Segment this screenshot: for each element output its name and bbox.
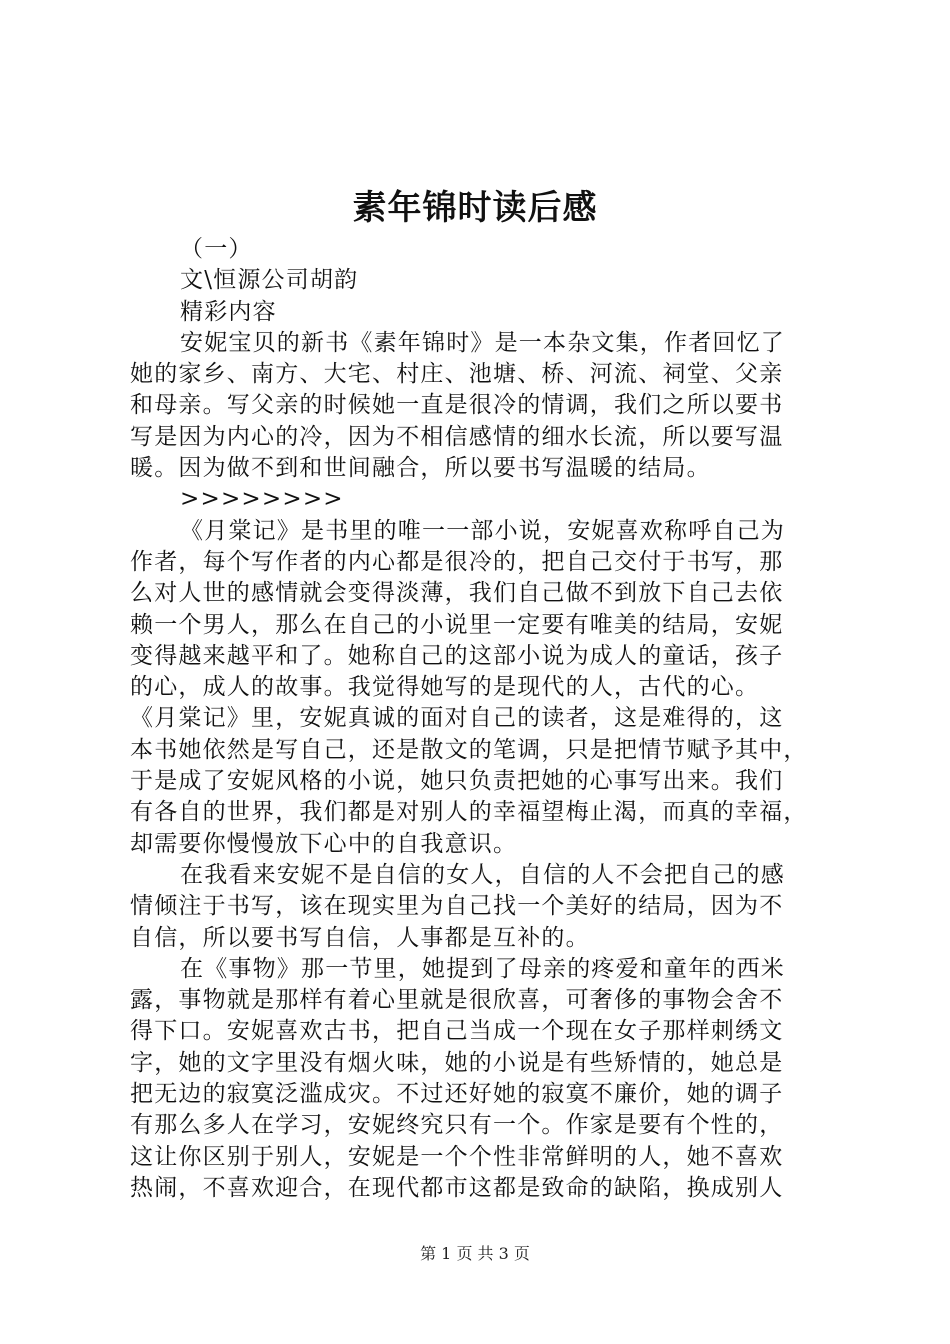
text-line: 变得越来越平和了。她称自己的这部小说为成人的童话，孩子	[130, 642, 784, 669]
text-line: >>>>>>>>	[180, 486, 344, 513]
text-line: 有那么多人在学习，安妮终究只有一个。作家是要有个性的，	[130, 1112, 784, 1139]
text-line: 安妮宝贝的新书《素年锦时》是一本杂文集，作者回忆了	[180, 329, 785, 356]
page-footer	[0, 1242, 950, 1266]
text-line: 在《事物》那一节里，她提到了母亲的疼爱和童年的西米	[180, 955, 785, 982]
text-line: 得下口。安妮喜欢古书，把自己当成一个现在女子那样刺绣文	[130, 1018, 784, 1045]
text-line: 本书她依然是写自己，还是散文的笔调，只是把情节赋予其中，	[130, 736, 808, 763]
text-line: 精彩内容	[180, 298, 277, 325]
text-line: 赖一个男人，那么在自己的小说里一定要有唯美的结局，安妮	[130, 611, 784, 638]
text-line: 《月棠记》是书里的唯一一部小说，安妮喜欢称呼自己为	[180, 517, 785, 544]
text-line: 和母亲。写父亲的时候她一直是很冷的情调，我们之所以要书	[130, 392, 784, 419]
text-line: 有各自的世界，我们都是对别人的幸福望梅止渴，而真的幸福，	[130, 799, 808, 826]
text-line: 暖。因为做不到和世间融合，所以要书写温暖的结局。	[130, 455, 711, 482]
text-line: 的心，成人的故事。我觉得她写的是现代的人，古代的心。	[130, 674, 760, 701]
text-line: 文\恒源公司胡韵	[180, 267, 359, 294]
text-line: 在我看来安妮不是自信的女人，自信的人不会把自己的感	[180, 861, 785, 888]
document-title: 素年锦时读后感	[352, 188, 598, 228]
text-line: 却需要你慢慢放下心中的自我意识。	[130, 830, 518, 857]
text-line: 露，事物就是那样有着心里就是很欣喜，可奢侈的事物会舍不	[130, 987, 784, 1014]
text-line: 于是成了安妮风格的小说，她只负责把她的心事写出来。我们	[130, 768, 784, 795]
text-line: 字，她的文字里没有烟火味，她的小说是有些矫情的，她总是	[130, 1049, 784, 1076]
text-line: 作者，每个写作者的内心都是很冷的，把自己交付于书写，那	[130, 548, 784, 575]
text-line: 么对人世的感情就会变得淡薄，我们自己做不到放下自己去依	[130, 580, 784, 607]
text-line: 把无边的寂寞泛滥成灾。不过还好她的寂寞不廉价，她的调子	[130, 1081, 784, 1108]
text-line: 自信，所以要书写自信，人事都是互补的。	[130, 924, 590, 951]
text-line: 《月棠记》里，安妮真诚的面对自己的读者，这是难得的，这	[130, 705, 784, 732]
text-line: 她的家乡、南方、大宅、村庄、池塘、桥、河流、祠堂、父亲	[130, 361, 784, 388]
text-line: 情倾注于书写，该在现实里为自己找一个美好的结局，因为不	[130, 893, 784, 920]
text-line: 这让你区别于别人，安妮是一个个性非常鲜明的人，她不喜欢	[130, 1143, 784, 1170]
text-line: （一）	[180, 236, 253, 262]
page-number: 第 1 页 共 3 页	[420, 1244, 530, 1263]
text-line: 写是因为内心的冷，因为不相信感情的细水长流，所以要写温	[130, 423, 784, 450]
text-line: 热闹，不喜欢迎合，在现代都市这都是致命的缺陷，换成别人	[130, 1174, 784, 1201]
document-body	[130, 234, 830, 1204]
